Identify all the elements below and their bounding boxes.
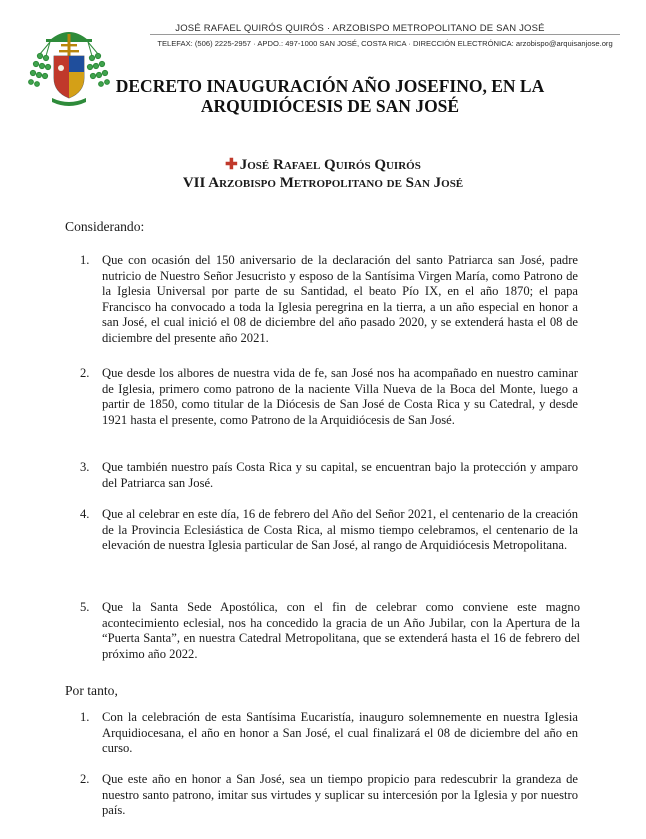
item-text: Que la Santa Sede Apostólica, con el fin de celebrar como conviene este magno acontecimiento eclesial, nos ha concedido la gracia de un Año Jubilar, con la Apertura de la “Puerta Santa”, en nuestra Catedral Metropolitana, que se extenderá hasta el 16 de febrero del próximo año 2022. <box>102 600 580 661</box>
item-text: Que con ocasión del 150 aniversario de la declaración del santo Patriarca san José, padre nutricio de Nuestro Señor Jesucristo y esposo de la Santísima Virgen María, como Patrono de la Iglesia Universal por parte de su Santidad, el beato Pío IX, en el año 1870; el papa Francisco ha convocado a toda la Iglesia peregrina en la tierra, a un año especial en honor a san José, el cual inició el 08 de diciembre del año pasado 2020, y se extenderá hasta el 08 de diciembre del presente año 2021. <box>102 253 578 345</box>
item-text: Que al celebrar en este día, 16 de febrero del Año del Señor 2021, el centenario de la creación de la Provincia Eclesiástica de Costa Rica, al mismo tiempo celebramos, el centenario de la elevación de nuestra Iglesia particular de San José, al rango de Arquidiócesis Metropolitana. <box>102 507 578 553</box>
item-text: Que este año en honor a San José, sea un tiempo propicio para redescubrir la grandeza de nuestro santo patrono, imitar sus virtudes y suplicar su intercesión por la Iglesia y por nuestro país. <box>102 772 578 818</box>
letterhead-contact: TELEFAX: (506) 2225-2957 · APDO.: 497-1000 SAN JOSÉ, COSTA RICA · DIRECCIÓN ELECTRÓNICA: arzobispo@arquisanjose.org <box>157 39 613 48</box>
item-text: Que también nuestro país Costa Rica y su capital, se encuentran bajo la protección y amparo del Patriarca san José. <box>102 460 578 490</box>
por-tanto-item <box>80 710 578 757</box>
item-number: 1. <box>80 710 90 724</box>
signatory-name-text: José Rafael Quirós Quirós <box>239 157 421 173</box>
item-number: 2. <box>80 366 90 380</box>
decree-title-line-1: DECRETO INAUGURACIÓN AÑO JOSEFINO, EN LA <box>115 76 545 96</box>
letterhead-name: JOSÉ RAFAEL QUIRÓS QUIRÓS · ARZOBISPO METROPOLITANO DE SAN JOSÉ <box>175 23 545 34</box>
cross-icon: ✚ <box>225 157 238 173</box>
item-number: 2. <box>80 772 90 786</box>
item-text: Con la celebración de esta Santísima Eucaristía, inauguro solemnemente en nuestra Iglesia Arquidiocesana, el año en honor a San José, el cual finalizará el 08 de diciembre del año en curso. <box>102 710 578 756</box>
signatory-title: VII Arzobispo Metropolitano de San José <box>182 175 464 191</box>
item-number: 1. <box>80 253 90 267</box>
decree-title <box>100 76 560 116</box>
por-tanto-item <box>80 772 578 819</box>
letterhead-divider <box>150 34 620 35</box>
item-number: 3. <box>80 460 90 474</box>
item-number: 4. <box>80 507 90 521</box>
considerando-label: Considerando: <box>65 219 145 234</box>
considerando-item <box>80 460 578 491</box>
item-number: 5. <box>80 600 90 614</box>
considerando-item <box>80 366 578 428</box>
considerando-item <box>80 600 580 662</box>
considerando-item <box>80 253 578 347</box>
item-text: Que desde los albores de nuestra vida de fe, san José nos ha acompañado en nuestro caminar de Iglesia, primero como patrono de la naciente Villa Nueva de la Boca del Monte, luego a partir de 1850, como titular de la Diócesis de San José de Costa Rica y su Catedral, y desde 1921 hasta el presente, como Patrono de la Arquidiócesis de San José. <box>102 366 578 427</box>
por-tanto-label: Por tanto, <box>65 683 118 698</box>
archbishop-coat-of-arms-icon <box>28 20 110 106</box>
decree-title-line-2: ARQUIDIÓCESIS DE SAN JOSÉ <box>200 96 460 116</box>
considerando-item <box>80 507 578 554</box>
signatory-name <box>120 156 526 174</box>
